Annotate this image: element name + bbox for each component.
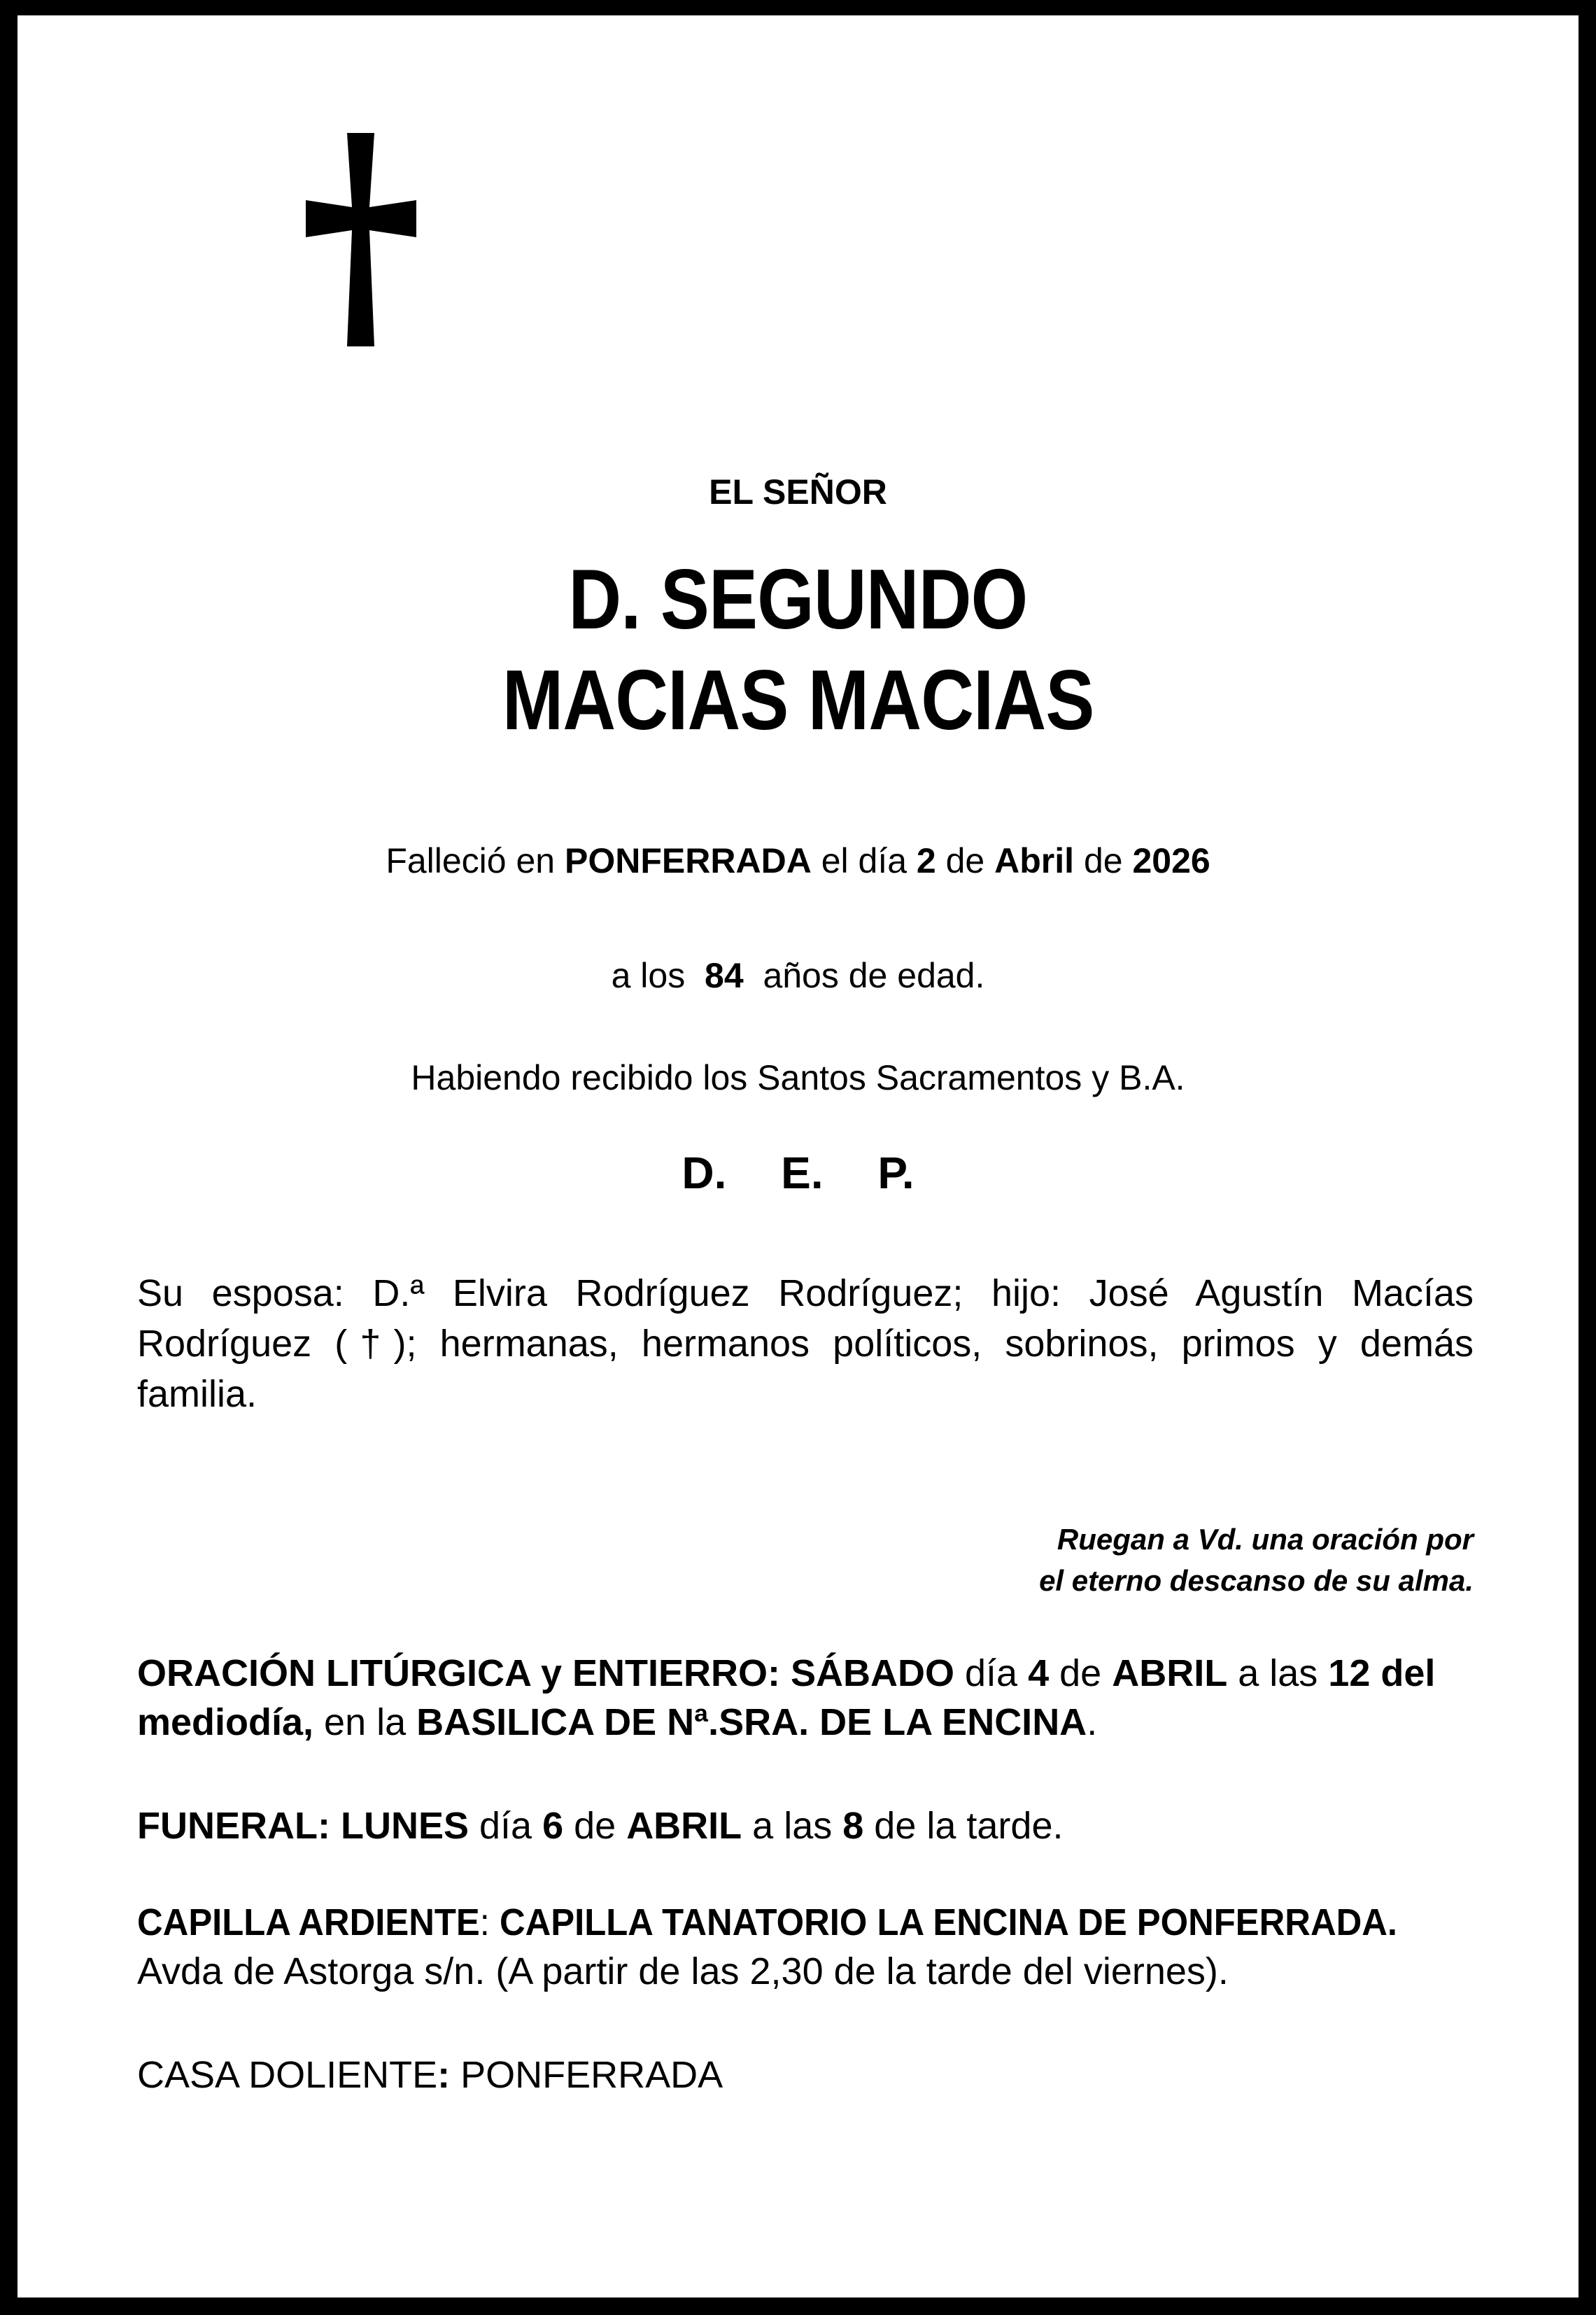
deceased-name-line1 [0,551,1596,647]
dep-abbreviation: D. E. P. [682,1148,914,1198]
text: día [954,1652,1029,1694]
deceased-name-line2 [0,652,1596,747]
liturgy-month: ABRIL [1112,1652,1228,1694]
liturgy-place: BASILICA DE Nª.SRA. DE LA ENCINA [416,1701,1087,1743]
text: Falleció en [386,841,565,880]
chapel-label: CAPILLA ARDIENTE [137,1901,480,1943]
deceased-surnames: MACIAS MACIAS [502,652,1094,747]
funeral-month: ABRIL [626,1805,742,1847]
funeral-label: FUNERAL: LUNES [137,1805,469,1847]
prayer-line-1: Ruegan a Vd. una oración por [1057,1523,1474,1556]
honorific: EL SEÑOR [709,472,887,512]
deceased-first-name: D. SEGUNDO [568,551,1028,647]
death-year: 2026 [1132,841,1210,880]
age-info [0,958,1596,993]
death-month: Abril [994,841,1075,880]
chapel-place: CAPILLA TANATORIO LA ENCINA DE PONFERRADA. [499,1901,1398,1943]
text: de la tarde. [863,1805,1064,1847]
house-of-mourning [137,2050,1481,2099]
house-place: PONFERRADA [460,2054,723,2096]
text: de [563,1805,627,1847]
text: de [1074,841,1133,880]
age-years: 84 [705,956,744,995]
text: : [437,2054,461,2096]
cross-icon [306,133,416,346]
text: : [479,1901,500,1943]
prayer-request [910,1519,1474,1601]
text: día [468,1805,543,1847]
text: . [1087,1701,1098,1743]
funeral-hour: 8 [842,1805,864,1847]
text: el día [811,841,917,880]
prayer-line-2: el eterno descanso de su alma. [1039,1564,1474,1597]
funeral-day: 6 [542,1805,564,1847]
family-list: Su esposa: D.ª Elvira Rodríguez Rodríguez; hijo: José Agustín Macías Rodríguez (†); hermanas, hermanos políticos, sobrinos, primos y demás familia. [137,1272,1474,1415]
liturgy-burial-info [137,1649,1481,1747]
death-place: PONFERRADA [565,841,812,880]
liturgy-label: ORACIÓN LITÚRGICA y ENTIERRO: SÁBADO [137,1652,955,1694]
text: a las [1227,1652,1329,1694]
text: a las [742,1805,843,1847]
sacraments-note: Habiendo recibido los Santos Sacramentos y B.A. [411,1058,1185,1097]
death-day: 2 [916,841,936,880]
text: años de edad. [753,956,985,995]
text: a los [611,956,695,995]
death-info [0,843,1596,878]
text: de [1049,1652,1113,1694]
text: de [935,841,995,880]
chapel-address: Avda de Astorga s/n. (A partir de las 2,30 de la tarde del viernes). [137,1950,1229,1992]
text: en la [313,1701,417,1743]
chapel-info [137,1898,1481,1996]
house-label: CASA DOLIENTE [137,2054,438,2096]
liturgy-time: 12 del mediodía, [137,1652,1436,1743]
liturgy-day: 4 [1028,1652,1050,1694]
chapel-line [137,1898,1481,1947]
funeral-info [137,1801,1481,1850]
